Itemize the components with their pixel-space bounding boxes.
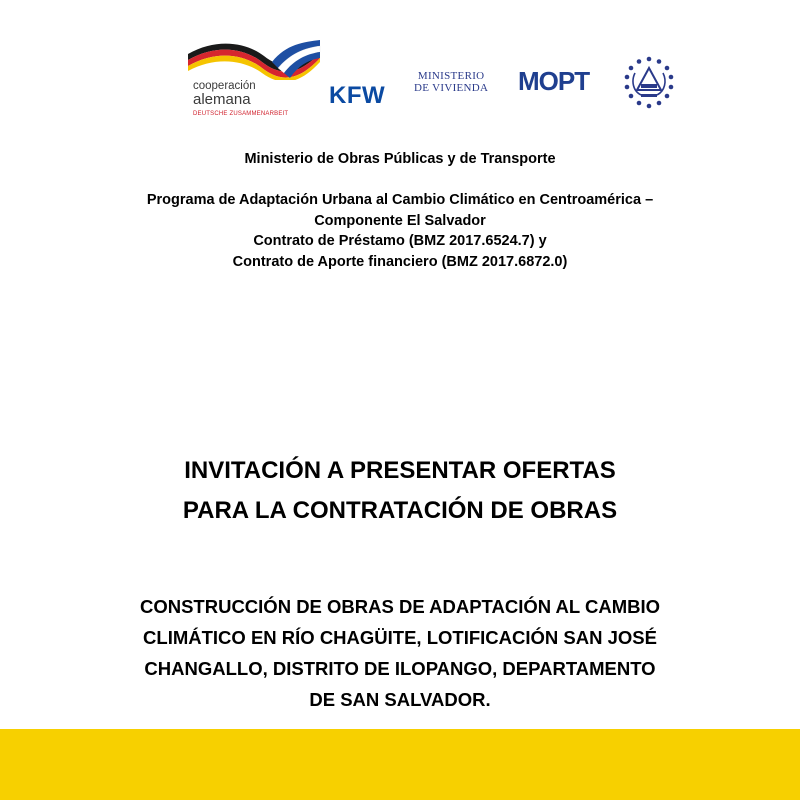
- project-title: [0, 591, 800, 715]
- ministerio-vivienda-logo: [414, 70, 488, 94]
- program-line: Componente El Salvador: [314, 212, 486, 229]
- project-line: CHANGALLO, DISTRITO DE ILOPANGO, DEPARTAMENTO: [144, 658, 656, 679]
- program-line: Contrato de Préstamo (BMZ 2017.6524.7) y: [253, 233, 547, 249]
- project-line: CONSTRUCCIÓN DE OBRAS DE ADAPTACIÓN AL CAMBIO: [139, 596, 661, 617]
- ministerio-text: MINISTERIO: [417, 70, 485, 82]
- footer-color-band: [0, 729, 800, 800]
- de-vivienda-text: DE VIVIENDA: [414, 82, 489, 94]
- project-line: DE SAN SALVADOR.: [309, 689, 491, 710]
- program-line: Programa de Adaptación Urbana al Cambio Climático en Centroamérica –: [146, 192, 654, 208]
- alemana-text: alemana: [193, 91, 251, 108]
- el-salvador-coat-of-arms-icon: [619, 55, 679, 113]
- logo-bar: [0, 40, 800, 130]
- project-line: CLIMÁTICO EN RÍO CHAGÜITE, LOTIFICACIÓN SAN JOSÉ: [143, 627, 657, 648]
- invitation-line-1: INVITACIÓN A PRESENTAR OFERTAS: [184, 457, 616, 484]
- cooperacion-text: cooperación: [193, 80, 256, 92]
- program-block: [0, 190, 800, 272]
- cooperacion-alemana-logo: [186, 40, 322, 122]
- invitation-heading: [0, 451, 800, 531]
- germany-elsalvador-flag-swoosh-icon: [186, 40, 322, 80]
- kfw-logo: KFW: [329, 82, 386, 109]
- ministry-title: Ministerio de Obras Públicas y de Transporte: [244, 151, 556, 167]
- program-line: Contrato de Aporte financiero (BMZ 2017.6872.0): [232, 253, 568, 270]
- invitation-line-2: PARA LA CONTRATACIÓN DE OBRAS: [182, 497, 618, 524]
- deutsche-zusammenarbeit-text: DEUTSCHE ZUSAMMENARBEIT: [193, 111, 289, 117]
- mopt-logo: MOPT: [518, 66, 590, 96]
